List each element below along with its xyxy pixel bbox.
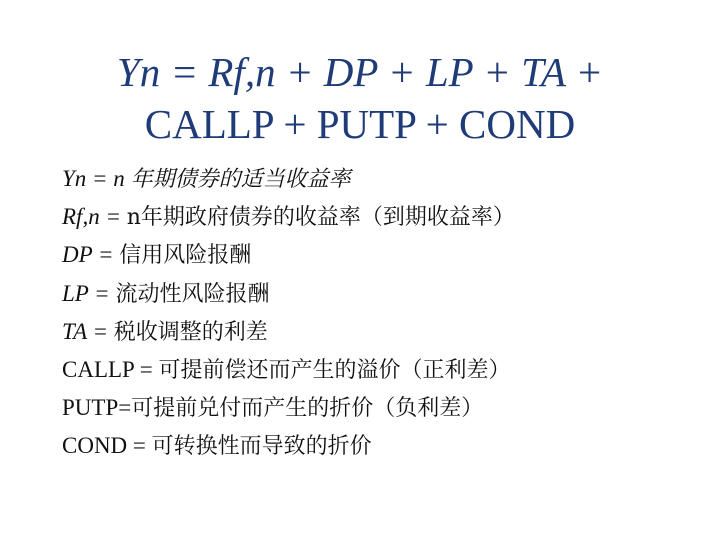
- definition-list: [62, 160, 712, 466]
- title-line-1: Yn = Rf,n + DP + LP + TA +: [116, 49, 604, 95]
- definition-term: Rf,n =: [62, 204, 127, 230]
- definition-term: CALLP =: [62, 356, 159, 382]
- definition-item-yn: [62, 160, 712, 198]
- title-line-2: CALLP + PUTP + COND: [144, 101, 576, 147]
- definition-term: COND =: [62, 433, 152, 459]
- definition-text: 流动性风险报酬: [115, 281, 270, 307]
- definition-term: Yn = n: [62, 166, 131, 191]
- definition-term: TA =: [62, 318, 114, 344]
- definition-text: 可转换性而导致的折价: [151, 434, 372, 460]
- definition-item-cond: [62, 427, 712, 465]
- definition-text: n年期政府债券的收益率（到期收益率）: [126, 205, 515, 231]
- definition-text: 信用风险报酬: [119, 243, 252, 269]
- definition-term: DP =: [62, 242, 120, 268]
- definition-item-rfn: [62, 198, 712, 236]
- definition-term: PUTP=: [62, 395, 132, 421]
- definition-text: 可提前兑付而产生的折价（负利差）: [131, 396, 484, 422]
- slide-title: [0, 46, 720, 150]
- definition-item-putp: [62, 389, 712, 427]
- definition-item-callp: [62, 351, 712, 389]
- definition-term: LP =: [62, 280, 116, 306]
- definition-item-dp: [62, 236, 712, 274]
- definition-text: 年期债券的适当收益率: [130, 167, 351, 192]
- definition-item-lp: [62, 275, 712, 313]
- definition-text: 可提前偿还而产生的溢价（正利差）: [158, 357, 511, 383]
- definition-text: 税收调整的利差: [113, 319, 268, 345]
- definition-item-ta: [62, 313, 712, 351]
